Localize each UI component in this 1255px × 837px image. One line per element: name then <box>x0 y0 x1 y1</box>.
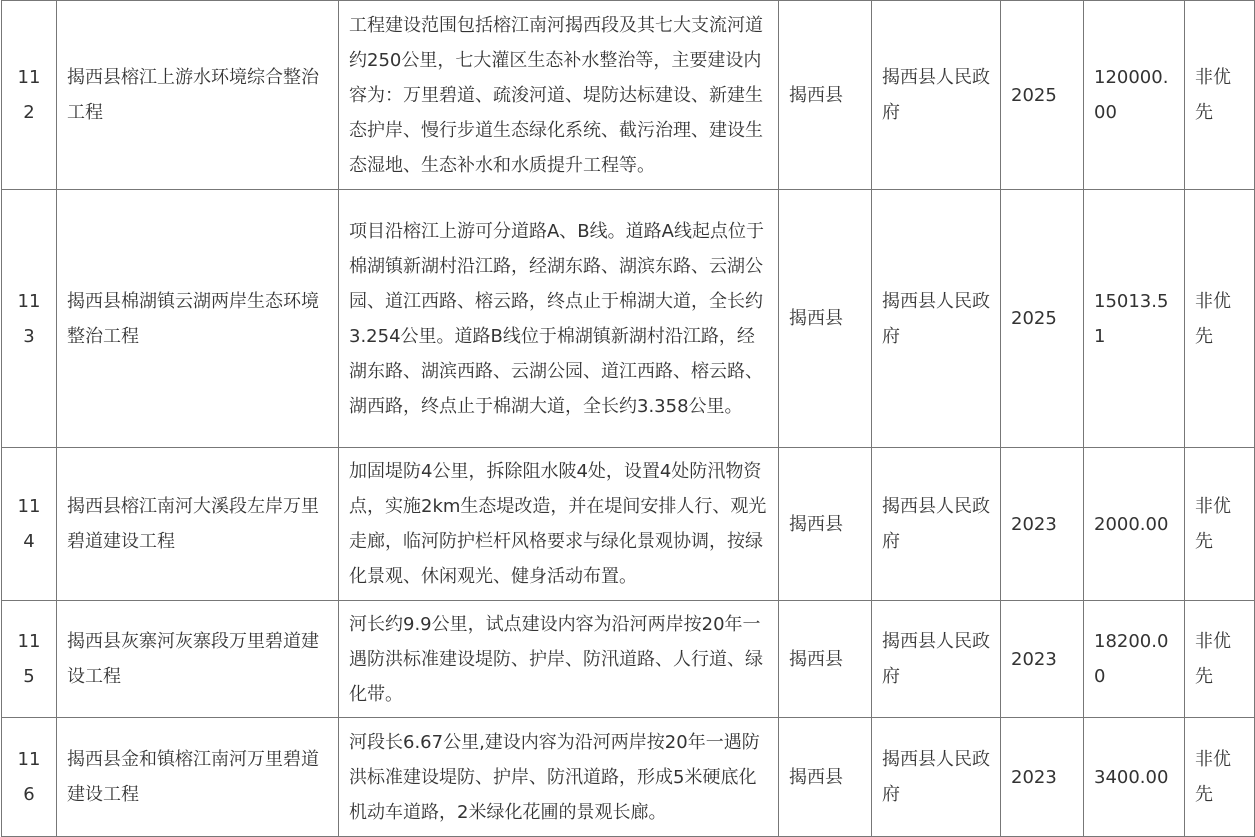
table-row <box>2 190 1255 448</box>
row-number: 114 <box>2 448 57 601</box>
project-description: 加固堤防4公里，拆除阻水陂4处，设置4处防汛物资点，实施2km生态堤改造，并在堤间安排人行、观光走廊，临河防护栏杆风格要求与绿化景观协调，按绿化景观、休闲观光、健身活动布置。 <box>339 448 779 601</box>
project-priority: 非优先 <box>1185 448 1255 601</box>
row-number: 115 <box>2 601 57 718</box>
project-name: 揭西县榕江上游水环境综合整治工程 <box>57 1 339 190</box>
project-amount: 3400.00 <box>1084 718 1185 837</box>
project-owner: 揭西县人民政府 <box>872 601 1001 718</box>
row-number: 112 <box>2 1 57 190</box>
project-county: 揭西县 <box>779 601 872 718</box>
project-priority: 非优先 <box>1185 190 1255 448</box>
project-owner: 揭西县人民政府 <box>872 448 1001 601</box>
row-number: 116 <box>2 718 57 837</box>
table-row <box>2 1 1255 190</box>
project-county: 揭西县 <box>779 190 872 448</box>
project-amount: 2000.00 <box>1084 448 1185 601</box>
project-amount: 120000.00 <box>1084 1 1185 190</box>
project-year: 2023 <box>1001 448 1084 601</box>
project-name: 揭西县榕江南河大溪段左岸万里碧道建设工程 <box>57 448 339 601</box>
project-owner: 揭西县人民政府 <box>872 190 1001 448</box>
project-year: 2025 <box>1001 190 1084 448</box>
project-description: 项目沿榕江上游可分道路A、B线。道路A线起点位于棉湖镇新湖村沿江路，经湖东路、湖滨东路、云湖公园、道江西路、榕云路，终点止于棉湖大道，全长约3.254公里。道路B线位于棉湖镇新湖村沿江路，经湖东路、湖滨西路、云湖公园、道江西路、榕云路、湖西路，终点止于棉湖大道，全长约3.358公里。 <box>339 190 779 448</box>
project-owner: 揭西县人民政府 <box>872 1 1001 190</box>
project-description: 河长约9.9公里，试点建设内容为沿河两岸按20年一遇防洪标准建设堤防、护岸、防汛道路、人行道、绿化带。 <box>339 601 779 718</box>
project-county: 揭西县 <box>779 1 872 190</box>
table-row <box>2 601 1255 718</box>
table-row <box>2 448 1255 601</box>
project-year: 2025 <box>1001 1 1084 190</box>
project-name: 揭西县棉湖镇云湖两岸生态环境整治工程 <box>57 190 339 448</box>
row-number: 113 <box>2 190 57 448</box>
project-description: 河段长6.67公里,建设内容为沿河两岸按20年一遇防洪标准建设堤防、护岸、防汛道路，形成5米硬底化机动车道路，2米绿化花圃的景观长廊。 <box>339 718 779 837</box>
project-county: 揭西县 <box>779 448 872 601</box>
project-description: 工程建设范围包括榕江南河揭西段及其七大支流河道约250公里，七大灌区生态补水整治等，主要建设内容为：万里碧道、疏浚河道、堤防达标建设、新建生态护岸、慢行步道生态绿化系统、截污治理、建设生态湿地、生态补水和水质提升工程等。 <box>339 1 779 190</box>
project-name: 揭西县金和镇榕江南河万里碧道建设工程 <box>57 718 339 837</box>
project-amount: 15013.51 <box>1084 190 1185 448</box>
project-table <box>1 0 1255 837</box>
project-priority: 非优先 <box>1185 601 1255 718</box>
project-county: 揭西县 <box>779 718 872 837</box>
project-name: 揭西县灰寨河灰寨段万里碧道建设工程 <box>57 601 339 718</box>
project-priority: 非优先 <box>1185 718 1255 837</box>
project-year: 2023 <box>1001 601 1084 718</box>
project-year: 2023 <box>1001 718 1084 837</box>
project-priority: 非优先 <box>1185 1 1255 190</box>
table-row <box>2 718 1255 837</box>
project-owner: 揭西县人民政府 <box>872 718 1001 837</box>
project-amount: 18200.00 <box>1084 601 1185 718</box>
